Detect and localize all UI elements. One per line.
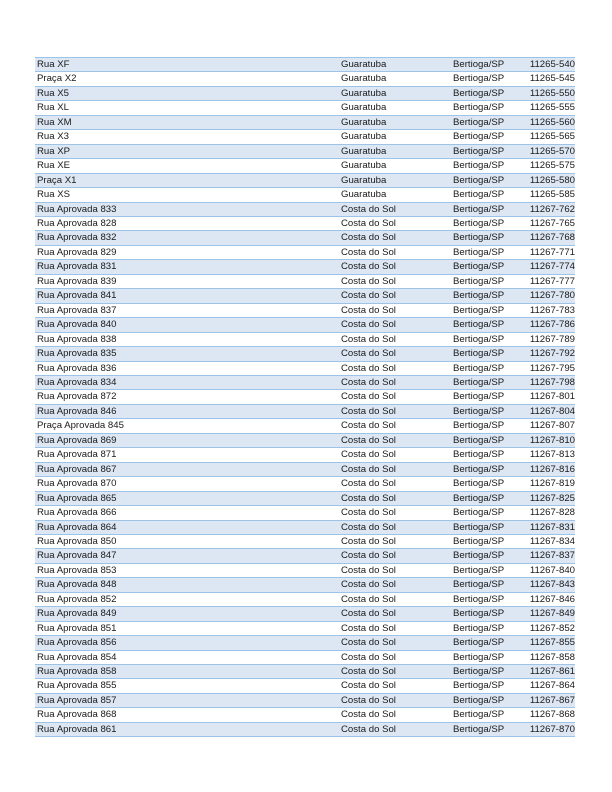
cep-cell: 11267-768 <box>515 231 575 245</box>
district-cell: Costa do Sol <box>339 361 451 375</box>
cep-cell: 11267-846 <box>515 592 575 606</box>
table-row <box>35 115 575 129</box>
address-table-body <box>35 58 575 737</box>
district-cell: Guaratuba <box>339 130 451 144</box>
district-cell: Costa do Sol <box>339 289 451 303</box>
district-cell: Costa do Sol <box>339 419 451 433</box>
cep-cell: 11267-774 <box>515 260 575 274</box>
city-cell: Bertioga/SP <box>451 433 515 447</box>
district-cell: Guaratuba <box>339 159 451 173</box>
cep-cell: 11267-789 <box>515 332 575 346</box>
street-cell: Rua Aprovada 839 <box>35 274 339 288</box>
city-cell: Bertioga/SP <box>451 144 515 158</box>
street-cell: Rua Aprovada 848 <box>35 578 339 592</box>
city-cell: Bertioga/SP <box>451 58 515 72</box>
cep-cell: 11265-540 <box>515 58 575 72</box>
street-cell: Rua Aprovada 851 <box>35 621 339 635</box>
street-cell: Rua Aprovada 833 <box>35 202 339 216</box>
cep-cell: 11267-825 <box>515 491 575 505</box>
table-row <box>35 274 575 288</box>
cep-cell: 11267-837 <box>515 549 575 563</box>
city-cell: Bertioga/SP <box>451 506 515 520</box>
table-row <box>35 318 575 332</box>
cep-cell: 11267-858 <box>515 650 575 664</box>
street-cell: Rua Aprovada 849 <box>35 607 339 621</box>
cep-cell: 11267-864 <box>515 679 575 693</box>
city-cell: Bertioga/SP <box>451 477 515 491</box>
city-cell: Bertioga/SP <box>451 115 515 129</box>
street-cell: Rua Aprovada 867 <box>35 462 339 476</box>
city-cell: Bertioga/SP <box>451 274 515 288</box>
table-row <box>35 607 575 621</box>
table-row <box>35 188 575 202</box>
street-cell: Praça X1 <box>35 173 339 187</box>
cep-cell: 11267-807 <box>515 419 575 433</box>
street-cell: Rua Aprovada 850 <box>35 534 339 548</box>
street-cell: Rua X3 <box>35 130 339 144</box>
city-cell: Bertioga/SP <box>451 578 515 592</box>
cep-cell: 11267-783 <box>515 303 575 317</box>
cep-cell: 11267-801 <box>515 390 575 404</box>
table-row <box>35 260 575 274</box>
street-cell: Rua Aprovada 868 <box>35 708 339 722</box>
cep-cell: 11267-810 <box>515 433 575 447</box>
district-cell: Costa do Sol <box>339 318 451 332</box>
street-cell: Rua Aprovada 865 <box>35 491 339 505</box>
city-cell: Bertioga/SP <box>451 722 515 736</box>
city-cell: Bertioga/SP <box>451 130 515 144</box>
table-row <box>35 563 575 577</box>
table-row <box>35 361 575 375</box>
district-cell: Costa do Sol <box>339 722 451 736</box>
city-cell: Bertioga/SP <box>451 231 515 245</box>
cep-cell: 11267-840 <box>515 563 575 577</box>
district-cell: Costa do Sol <box>339 245 451 259</box>
street-cell: Rua Aprovada 832 <box>35 231 339 245</box>
table-row <box>35 86 575 100</box>
table-row <box>35 549 575 563</box>
table-row <box>35 693 575 707</box>
city-cell: Bertioga/SP <box>451 621 515 635</box>
district-cell: Costa do Sol <box>339 679 451 693</box>
street-cell: Rua Aprovada 846 <box>35 404 339 418</box>
district-cell: Guaratuba <box>339 72 451 86</box>
district-cell: Costa do Sol <box>339 375 451 389</box>
street-cell: Rua Aprovada 853 <box>35 563 339 577</box>
table-row <box>35 231 575 245</box>
street-cell: Rua Aprovada 828 <box>35 216 339 230</box>
street-cell: Rua Aprovada 866 <box>35 506 339 520</box>
city-cell: Bertioga/SP <box>451 693 515 707</box>
street-cell: Rua Aprovada 852 <box>35 592 339 606</box>
district-cell: Costa do Sol <box>339 274 451 288</box>
city-cell: Bertioga/SP <box>451 665 515 679</box>
street-cell: Rua Aprovada 864 <box>35 520 339 534</box>
district-cell: Costa do Sol <box>339 621 451 635</box>
cep-cell: 11267-795 <box>515 361 575 375</box>
street-cell: Rua Aprovada 856 <box>35 636 339 650</box>
street-cell: Rua Aprovada 869 <box>35 433 339 447</box>
table-row <box>35 722 575 736</box>
cep-cell: 11267-870 <box>515 722 575 736</box>
city-cell: Bertioga/SP <box>451 361 515 375</box>
street-cell: Rua Aprovada 835 <box>35 347 339 361</box>
table-row <box>35 506 575 520</box>
district-cell: Costa do Sol <box>339 390 451 404</box>
city-cell: Bertioga/SP <box>451 72 515 86</box>
district-cell: Costa do Sol <box>339 607 451 621</box>
table-row <box>35 245 575 259</box>
cep-cell: 11267-762 <box>515 202 575 216</box>
district-cell: Costa do Sol <box>339 231 451 245</box>
cep-cell: 11267-798 <box>515 375 575 389</box>
district-cell: Costa do Sol <box>339 650 451 664</box>
cep-cell: 11267-855 <box>515 636 575 650</box>
cep-cell: 11267-849 <box>515 607 575 621</box>
district-cell: Costa do Sol <box>339 636 451 650</box>
cep-cell: 11267-861 <box>515 665 575 679</box>
district-cell: Guaratuba <box>339 144 451 158</box>
table-row <box>35 375 575 389</box>
cep-cell: 11267-867 <box>515 693 575 707</box>
street-cell: Rua Aprovada 855 <box>35 679 339 693</box>
street-cell: Rua Aprovada 858 <box>35 665 339 679</box>
cep-cell: 11267-868 <box>515 708 575 722</box>
street-cell: Rua XE <box>35 159 339 173</box>
table-row <box>35 101 575 115</box>
street-cell: Rua XF <box>35 58 339 72</box>
cep-cell: 11267-852 <box>515 621 575 635</box>
cep-cell: 11267-831 <box>515 520 575 534</box>
cep-cell: 11265-555 <box>515 101 575 115</box>
city-cell: Bertioga/SP <box>451 216 515 230</box>
table-row <box>35 58 575 72</box>
city-cell: Bertioga/SP <box>451 636 515 650</box>
cep-cell: 11265-545 <box>515 72 575 86</box>
district-cell: Guaratuba <box>339 188 451 202</box>
street-cell: Rua Aprovada 840 <box>35 318 339 332</box>
city-cell: Bertioga/SP <box>451 534 515 548</box>
cep-cell: 11267-828 <box>515 506 575 520</box>
address-table <box>35 57 575 737</box>
city-cell: Bertioga/SP <box>451 491 515 505</box>
street-cell: Praça Aprovada 845 <box>35 419 339 433</box>
city-cell: Bertioga/SP <box>451 650 515 664</box>
street-cell: Rua Aprovada 829 <box>35 245 339 259</box>
table-row <box>35 520 575 534</box>
table-row <box>35 491 575 505</box>
city-cell: Bertioga/SP <box>451 202 515 216</box>
cep-cell: 11267-813 <box>515 448 575 462</box>
street-cell: Rua Aprovada 831 <box>35 260 339 274</box>
street-cell: Rua Aprovada 872 <box>35 390 339 404</box>
district-cell: Costa do Sol <box>339 462 451 476</box>
cep-cell: 11267-834 <box>515 534 575 548</box>
cep-cell: 11267-843 <box>515 578 575 592</box>
district-cell: Costa do Sol <box>339 708 451 722</box>
table-row <box>35 202 575 216</box>
city-cell: Bertioga/SP <box>451 159 515 173</box>
street-cell: Rua Aprovada 861 <box>35 722 339 736</box>
table-row <box>35 347 575 361</box>
street-cell: Rua Aprovada 838 <box>35 332 339 346</box>
city-cell: Bertioga/SP <box>451 347 515 361</box>
street-cell: Rua XM <box>35 115 339 129</box>
district-cell: Costa do Sol <box>339 404 451 418</box>
table-row <box>35 303 575 317</box>
cep-cell: 11265-560 <box>515 115 575 129</box>
city-cell: Bertioga/SP <box>451 520 515 534</box>
district-cell: Costa do Sol <box>339 477 451 491</box>
cep-cell: 11267-780 <box>515 289 575 303</box>
table-row <box>35 665 575 679</box>
city-cell: Bertioga/SP <box>451 708 515 722</box>
district-cell: Costa do Sol <box>339 693 451 707</box>
table-row <box>35 433 575 447</box>
district-cell: Guaratuba <box>339 86 451 100</box>
street-cell: Rua XP <box>35 144 339 158</box>
cep-cell: 11265-565 <box>515 130 575 144</box>
cep-cell: 11265-575 <box>515 159 575 173</box>
city-cell: Bertioga/SP <box>451 245 515 259</box>
city-cell: Bertioga/SP <box>451 318 515 332</box>
cep-cell: 11267-771 <box>515 245 575 259</box>
district-cell: Costa do Sol <box>339 506 451 520</box>
cep-cell: 11265-580 <box>515 173 575 187</box>
city-cell: Bertioga/SP <box>451 303 515 317</box>
city-cell: Bertioga/SP <box>451 375 515 389</box>
cep-cell: 11267-765 <box>515 216 575 230</box>
table-row <box>35 173 575 187</box>
district-cell: Costa do Sol <box>339 578 451 592</box>
street-cell: Rua Aprovada 847 <box>35 549 339 563</box>
city-cell: Bertioga/SP <box>451 289 515 303</box>
district-cell: Costa do Sol <box>339 534 451 548</box>
district-cell: Costa do Sol <box>339 491 451 505</box>
cep-cell: 11267-786 <box>515 318 575 332</box>
city-cell: Bertioga/SP <box>451 448 515 462</box>
city-cell: Bertioga/SP <box>451 462 515 476</box>
table-row <box>35 592 575 606</box>
district-cell: Costa do Sol <box>339 665 451 679</box>
street-cell: Rua XL <box>35 101 339 115</box>
district-cell: Costa do Sol <box>339 202 451 216</box>
city-cell: Bertioga/SP <box>451 419 515 433</box>
city-cell: Bertioga/SP <box>451 679 515 693</box>
table-row <box>35 390 575 404</box>
city-cell: Bertioga/SP <box>451 607 515 621</box>
cep-cell: 11267-804 <box>515 404 575 418</box>
table-row <box>35 679 575 693</box>
street-cell: Rua Aprovada 836 <box>35 361 339 375</box>
district-cell: Costa do Sol <box>339 347 451 361</box>
district-cell: Guaratuba <box>339 173 451 187</box>
street-cell: Praça X2 <box>35 72 339 86</box>
street-cell: Rua Aprovada 870 <box>35 477 339 491</box>
city-cell: Bertioga/SP <box>451 260 515 274</box>
district-cell: Costa do Sol <box>339 332 451 346</box>
table-row <box>35 419 575 433</box>
table-row <box>35 289 575 303</box>
table-row <box>35 332 575 346</box>
table-row <box>35 462 575 476</box>
street-cell: Rua Aprovada 834 <box>35 375 339 389</box>
table-row <box>35 578 575 592</box>
cep-cell: 11265-550 <box>515 86 575 100</box>
cep-cell: 11265-585 <box>515 188 575 202</box>
street-cell: Rua X5 <box>35 86 339 100</box>
table-row <box>35 708 575 722</box>
table-row <box>35 72 575 86</box>
street-cell: Rua Aprovada 837 <box>35 303 339 317</box>
table-row <box>35 448 575 462</box>
city-cell: Bertioga/SP <box>451 404 515 418</box>
table-row <box>35 650 575 664</box>
city-cell: Bertioga/SP <box>451 549 515 563</box>
table-row <box>35 130 575 144</box>
table-row <box>35 477 575 491</box>
city-cell: Bertioga/SP <box>451 86 515 100</box>
district-cell: Guaratuba <box>339 115 451 129</box>
table-row <box>35 534 575 548</box>
street-cell: Rua Aprovada 841 <box>35 289 339 303</box>
cep-cell: 11267-777 <box>515 274 575 288</box>
district-cell: Costa do Sol <box>339 592 451 606</box>
table-row <box>35 404 575 418</box>
city-cell: Bertioga/SP <box>451 592 515 606</box>
district-cell: Costa do Sol <box>339 433 451 447</box>
district-cell: Costa do Sol <box>339 303 451 317</box>
district-cell: Costa do Sol <box>339 216 451 230</box>
district-cell: Costa do Sol <box>339 448 451 462</box>
street-cell: Rua XS <box>35 188 339 202</box>
district-cell: Guaratuba <box>339 58 451 72</box>
cep-cell: 11265-570 <box>515 144 575 158</box>
table-row <box>35 216 575 230</box>
table-row <box>35 621 575 635</box>
city-cell: Bertioga/SP <box>451 188 515 202</box>
cep-cell: 11267-816 <box>515 462 575 476</box>
city-cell: Bertioga/SP <box>451 332 515 346</box>
district-cell: Costa do Sol <box>339 549 451 563</box>
district-cell: Guaratuba <box>339 101 451 115</box>
table-row <box>35 636 575 650</box>
city-cell: Bertioga/SP <box>451 101 515 115</box>
street-cell: Rua Aprovada 871 <box>35 448 339 462</box>
street-cell: Rua Aprovada 857 <box>35 693 339 707</box>
street-cell: Rua Aprovada 854 <box>35 650 339 664</box>
cep-cell: 11267-792 <box>515 347 575 361</box>
district-cell: Costa do Sol <box>339 260 451 274</box>
table-row <box>35 159 575 173</box>
city-cell: Bertioga/SP <box>451 390 515 404</box>
city-cell: Bertioga/SP <box>451 173 515 187</box>
table-row <box>35 144 575 158</box>
city-cell: Bertioga/SP <box>451 563 515 577</box>
cep-cell: 11267-819 <box>515 477 575 491</box>
district-cell: Costa do Sol <box>339 563 451 577</box>
district-cell: Costa do Sol <box>339 520 451 534</box>
